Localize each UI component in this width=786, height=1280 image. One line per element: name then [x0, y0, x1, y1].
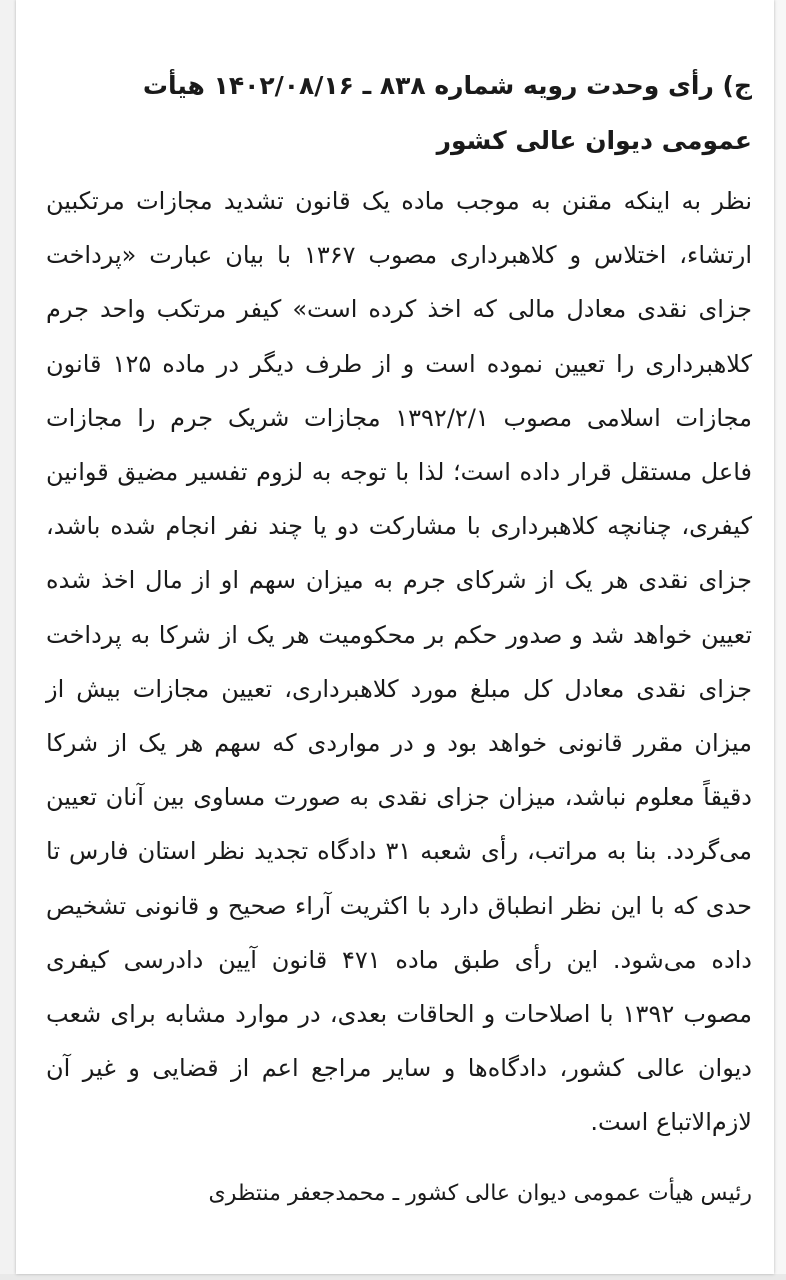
ruling-title: ج) رأی وحدت رویه شماره ۸۳۸ ـ ۱۴۰۲/۰۸/۱۶ هیأت عمومی دیوان عالی کشور — [142, 71, 752, 155]
ruling-body: نظر به اینکه مقنن به موجب ماده یک قانون تشدید مجازات مرتکبین ارتشاء، اختلاس و کلاهبرداری مصوب ۱۳۶۷ با بیان عبارت «پرداخت جزای نقدی معادل مالی که اخذ کرده است» کیفر مرتکب واحد جرم کلاهبرداری را تعیین نموده است و از طرف دیگر در ماده ۱۲۵ قانون مجازات اسلامی مصوب ۱۳۹۲/۲/۱ مجازات شریک جرم را مجازات فاعل مستقل قرار داده است؛ لذا با توجه به لزوم تفسیر مضیق قوانین کیفری، چنانچه کلاهبرداری با مشارکت دو یا چند نفر انجام شده باشد، جزای نقدی هر یک از شرکای جرم به میزان سهم او از مال اخذ شده تعیین خواهد شد و صدور حکم بر محکومیت هر یک از شرکا به پرداخت جزای نقدی معادل کل مبلغ مورد کلاهبرداری، تعیین مجازات بیش از میزان مقرر قانونی خواهد بود و در مواردی که سهم هر یک از شرکا دقیقاً معلوم نباشد، میزان جزای نقدی به صورت مساوی بین آنان تعیین می‌گردد. بنا به مراتب، رأی شعبه ۳۱ دادگاه تجدید نظر استان فارس تا حدی که با این نظر انطباق دارد با اکثریت آراء صحیح و قانونی تشخیص داده می‌شود. این رأی طبق ماده ۴۷۱ قانون آیین دادرسی کیفری مصوب ۱۳۹۲ با اصلاحات و الحاقات بعدی، در موارد مشابه برای شعب دیوان عالی کشور، دادگاه‌ها و سایر مراجع اعم از قضایی و غیر آن لازم‌الاتباع است. — [46, 187, 753, 1137]
document-page — [16, 0, 774, 1274]
document-content — [46, 58, 752, 1216]
ruling-signature: رئیس هیأت عمومی دیوان عالی کشور ـ محمدجعفر منتظری — [208, 1180, 752, 1206]
page-edge-bottom — [0, 1274, 786, 1280]
